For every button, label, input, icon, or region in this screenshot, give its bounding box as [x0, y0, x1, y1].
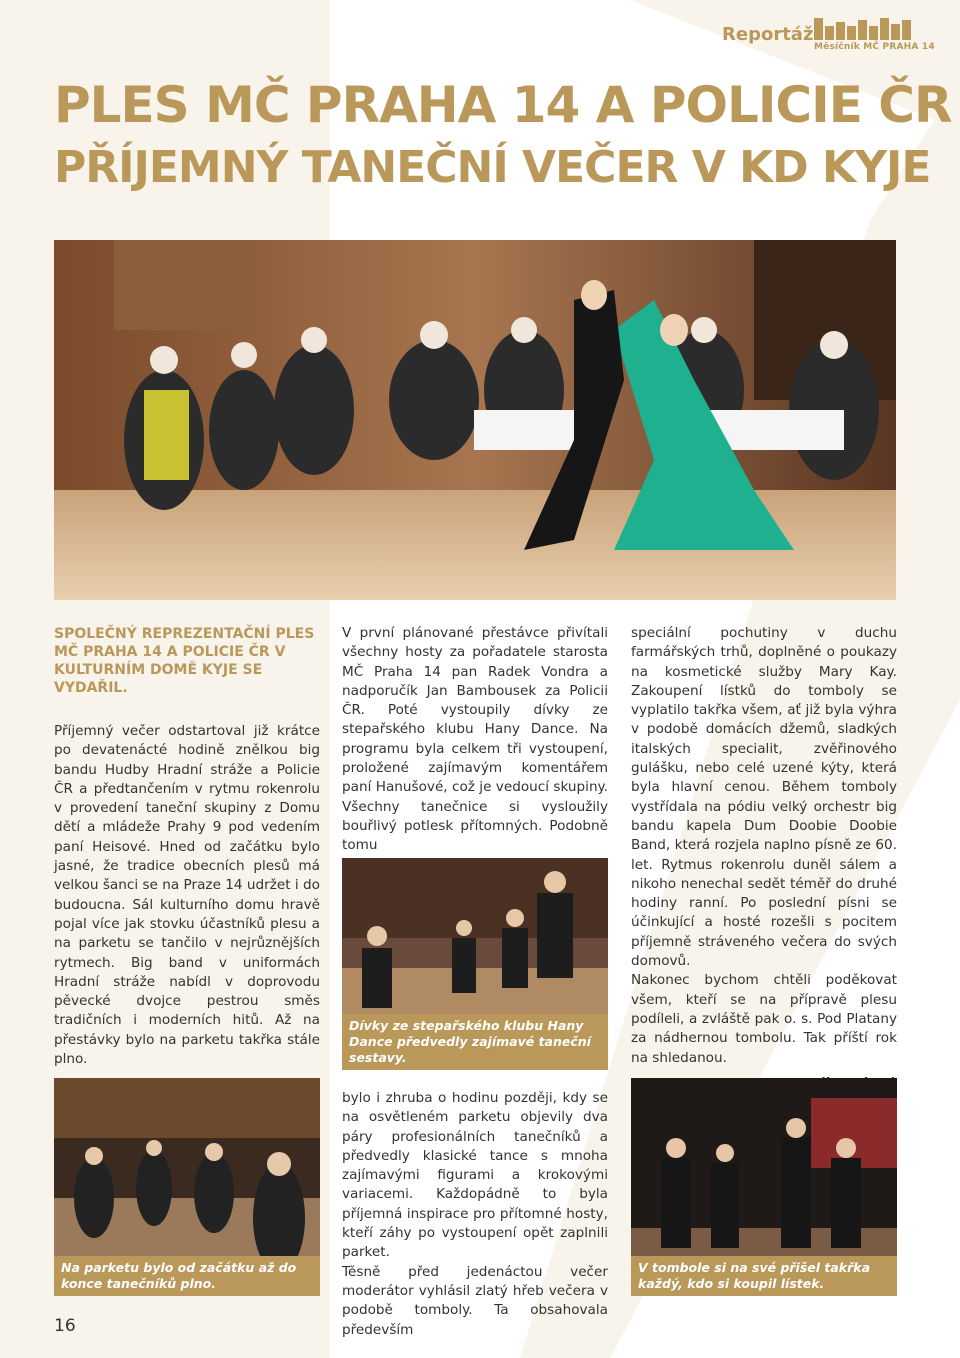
paragraph: Těsně před jedenáctou večer moderátor vyhlásil zlatý hřeb večera v podobě tomboly. Ta obsahovala především [342, 1263, 608, 1338]
text-column-2-top [342, 624, 608, 856]
paragraph: bylo i zhruba o hodinu později, kdy se na osvětleném parketu objevily dva páry profesionálních tanečníků a předvedly klasické tance s mnoha zajímavými figurami a krokovými variacemi. Každopádně to byla příjemná inspirace pro přítomné hosty, kteří záhy po vystoupení opět zaplnili parket. [342, 1090, 608, 1261]
paragraph: Příjemný večer odstartoval již krátce po devatenácté hodině znělkou big bandu Hudby Hradní stráže a Policie ČR a předtančením v rytmu rokenrolu v provedení taneční skupiny z Domu dětí a mládeže Prahy 9 pod vedením paní Heisové. Hned od začátku bylo jasné, že tradice obecních plesů má velkou šanci se na Praze 14 udržet i do budoucna. Sál kulturního domu hravě pojal více jak stovku účastníků plesu a na parketu se tančilo v nejrůznějších rytmech. Big band v uniformách Hradní stráže nabídl v doprovodu pěvecké dvojce pestrou směs tradičních i moderních hitů. Až na přestávky bylo na parketu takřka stále plno. [54, 723, 320, 1068]
magazine-logo [814, 18, 935, 54]
photo-caption: Na parketu bylo od začátku až do konce tanečníků plno. [54, 1256, 320, 1296]
text-column-2-bottom [342, 1089, 608, 1340]
photo-caption: V tombole si na své přišel takřka každý, kdo si koupil lístek. [631, 1256, 897, 1296]
text-column-1 [54, 722, 320, 1069]
logo-bars-icon [814, 18, 930, 40]
article-title: PLES MČ PRAHA 14 A POLICIE ČR [54, 76, 952, 134]
tombola-photo [631, 1078, 897, 1296]
paragraph: V první plánované přestávce přivítali všechny hosty za pořadatele starosta MČ Praha 14 pan Radek Vondra a nadporučík Jan Bambousek za Policii ČR. Poté vystoupily dívky ze stepařského klubu Hany Dance. Na programu byla celkem tři vystoupení, proložené zajímavým komentářem paní Hanušové, což je vedoucí skupiny. Všechny tanečnice si vysloužily bouřlivý potlesk přítomných. Podobně tomu [342, 625, 608, 854]
page-number: 16 [54, 1316, 76, 1336]
dancers-photo [342, 858, 608, 1070]
section-label: Reportáž [722, 24, 814, 45]
main-photo [54, 240, 896, 600]
photo-caption: Dívky ze stepařského klubu Hany Dance předvedly zajímavé taneční sestavy. [342, 1014, 608, 1070]
dance-floor-photo [54, 1078, 320, 1296]
logo-text: Měsíčník MČ PRAHA 14 [814, 42, 935, 52]
paragraph: speciální pochutiny v duchu farmářských trhů, doplněné o poukazy na kosmetické služby Mary Kay. Zakoupení lístků do tomboly se vyplatilo takřka všem, ať již byla výhra v podobě domácích džemů, sladkých italských specialit, zvěřinového gulášku, nebo celé uzené kýty, která byla hlavní cenou. Během tomboly vystřídala na pódiu velký orchestr big bandu kapela Dum Doobie Doobie Band, která rozjela naplno písně ze 60. let. Rytmus rokenrolu duněl sálem a nikoho nenechal sedět téměř do druhé hodiny ranní. Po poslední písni se účinkující a hosté rozešli s pocitem příjemně stráveného večera do svých domovů. [631, 625, 897, 970]
text-column-3 [631, 624, 897, 1093]
article-subtitle: PŘÍJEMNÝ TANEČNÍ VEČER V KD KYJE [54, 142, 931, 193]
article-lead: SPOLEČNÝ REPREZENTAČNÍ PLES MČ PRAHA 14 A POLICIE ČR V KULTURNÍM DOMĚ KYJE SE VYDAŘIL. [54, 626, 315, 696]
paragraph: Nakonec bychom chtěli poděkovat všem, kteří se na přípravě plesu podíleli, a zvláště pak o. s. Pod Platany za nádhernou tombolu. Tak příští rok na shledanou. [631, 972, 897, 1066]
